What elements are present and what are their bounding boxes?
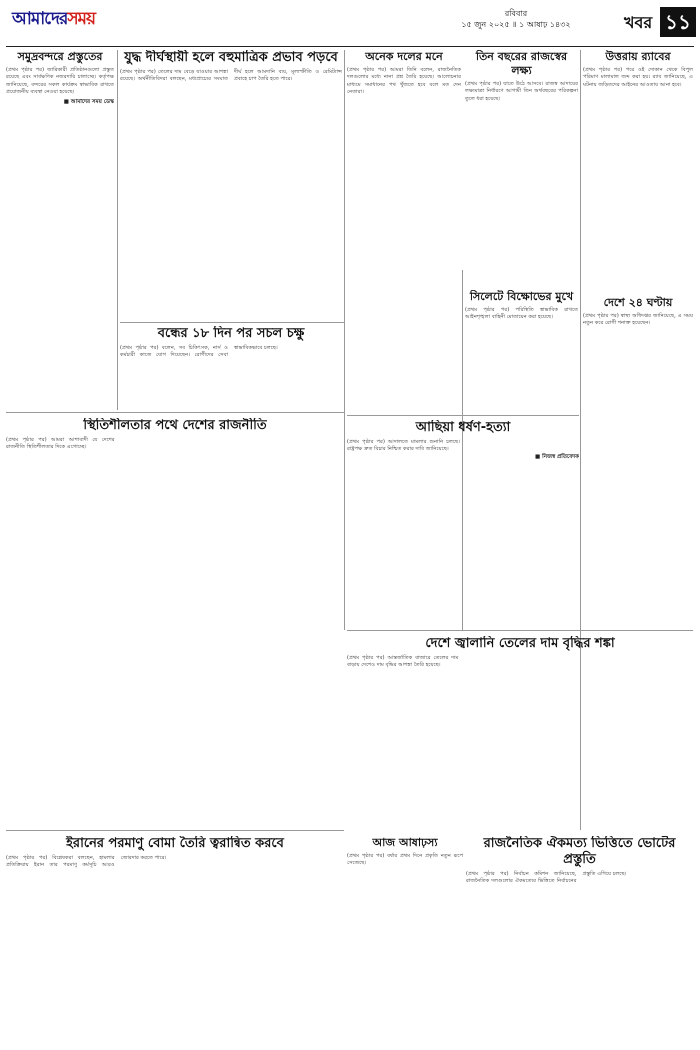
article-ashia-case [347,420,579,626]
headline: সিলেটে বিক্ষোভের মুখে [469,290,574,303]
horizontal-rule [347,415,579,416]
article-fuel-price [347,636,693,826]
article-body: (প্রথম পৃষ্ঠার পর) যাতে উঠে আসবে। রাজস্ব আদায়ের লক্ষ্যমাত্রা নির্ধারণে আগামী তিন অর্থবছরের পরিকল্পনা তুলে ধরা হয়েছে। [465,81,578,102]
headline: ইরানের পরমাণু বোমা তৈরি ত্বরান্বিত করবে [66,836,284,851]
dateline [416,8,616,30]
headline: আজ আষাঢ়স্য [372,836,438,849]
article-body: (প্রথম পৃষ্ঠার পর) স্বাস্থ্য অধিদপ্তর জানিয়েছে, এ সময় নতুন করে রোগী শনাক্ত হয়েছেন। [583,313,693,327]
article-body: (প্রথম পৃষ্ঠার পর) পরিস্থিতি স্বাভাবিক রাখতে আইনশৃঙ্খলা বাহিনী মোতায়েন করা হয়েছে। [465,307,578,321]
article-body: (প্রথম পৃষ্ঠার পর) জারিকারী প্রতিষ্ঠানগুলো প্রস্তুত রয়েছে এবং সার্বক্ষণিক নজরদারি চালাচ্ছে। কর্তৃপক্ষ জানিয়েছে, বন্দরের সকল কার্যক্রম স্বাভাবিক রাখতে প্রয়োজনীয় ব্যবস্থা নেওয়া হয়েছে। [6,67,114,96]
date: ১৫ জুন ২০২৫ ॥ ১ আষাঢ় ১৪৩২ [461,20,571,29]
headline: বন্ধের ১৮ দিন পর সচল চক্ষু [157,326,305,341]
article-revenue-target [465,50,578,280]
headline: যুদ্ধ দীর্ঘস্থায়ী হলে বহুমাত্রিক প্রভাব পড়বে [124,50,338,65]
article-rab-uttara [583,50,693,290]
horizontal-rule [6,412,344,413]
article-sylhet-protest [465,290,578,412]
headline: তিন বছরের রাজস্বের লক্ষ্য [475,50,568,77]
column-rule [117,50,118,410]
article-body: (প্রথম পৃষ্ঠার পর) বর্ষার প্রথম দিনে প্রকৃতি নতুন রূপে সেজেছে। [347,853,463,867]
article-eye-hospital [120,326,342,410]
article-ashar [347,836,463,1044]
headline: দেশে ২৪ ঘণ্টায় [603,296,673,309]
article-party-minds [347,50,461,270]
article-24-hours [583,296,693,616]
article-body: (প্রথম পৃষ্ঠার পর) আমরা তিনি বলেন, রাজনৈতিক দলগুলোর মধ্যে নানা প্রশ্ন তৈরি হয়েছে। আলোচনার মাধ্যমে সমাধানের পথ খুঁজতে হবে বলে মত দেন নেতারা। [347,67,461,96]
horizontal-rule [6,830,344,831]
headline: আছিয়া ধর্ষণ-হত্যা [415,420,511,435]
article-political-stability [6,418,344,826]
page-number: ১১ [660,7,696,37]
article-body: (প্রথম পৃষ্ঠার পর) পরে ওই দোকান থেকে বিপুল পরিমাণ মালামাল জব্দ করা হয়। র‌্যাব জানিয়েছে, এ ঘটনায় জড়িতদের আইনের আওতায় আনা হবে। [583,67,693,88]
newspaper-logo: আমাদেরসময় [12,9,95,29]
byline: ■ আমাদের সময় ডেস্ক [63,98,114,105]
headline: রাজনৈতিক ঐকমত্য ভিত্তিতে ভোটের প্রস্তুতি [483,836,676,867]
byline: ■ নিজস্ব প্রতিবেদক [535,453,579,460]
article-body: (প্রথম পৃষ্ঠার পর) নির্বাচন কমিশন জানিয়েছে, রাজনৈতিক দলগুলোর ঐকমত্যের ভিত্তিতে নির্বাচনের প্রস্তুতি এগিয়ে চলছে। [466,871,627,885]
headline: সমুদ্রবন্দরে প্রস্তুতের [17,50,103,63]
headline: উত্তরায় র‌্যাবের [605,50,671,63]
article-body: (প্রথম পৃষ্ঠার পর) তেলের দাম বেড়ে যাওয়ার আশঙ্কা রয়েছে। অর্থনীতিবিদরা বলছেন, মধ্যপ্রাচ্যের সংঘাত দীর্ঘ হলে আমদানি ব্যয়, মূল্যস্ফীতি ও রেমিট্যান্স প্রবাহে চাপ তৈরি হতে পারে। [120,69,342,83]
section-name: খবর [624,13,653,32]
article-body: (প্রথম পৃষ্ঠার পর) বলেন, সব চিকিৎসক, নার্স ও কর্মচারী কাজে যোগ দিয়েছেন। রোগীদের সেবা স্বাভাবিকভাবে চলছে। [120,345,278,359]
headline: স্থিতিশীলতার পথে দেশের রাজনীতি [83,418,267,433]
headline: দেশে জ্বালানি তেলের দাম বৃদ্ধির শঙ্কা [425,636,615,651]
horizontal-rule [120,322,344,323]
weekday: রবিবার [504,9,528,18]
article-seaport [6,50,114,408]
headline: অনেক দলের মনে [365,50,443,63]
article-war-impact [120,50,342,318]
masthead [6,4,694,47]
article-body: (প্রথম পৃষ্ঠার পর) আদালতে মামলার শুনানি চলছে। রাষ্ট্রপক্ষ দ্রুত বিচার নিশ্চিত করার দাবি জানিয়েছে। [347,439,460,453]
article-iran-nuclear [6,836,344,1044]
article-body: (প্রথম পৃষ্ঠার পর) বিশ্লেষকরা বলছেন, হামলার প্রতিক্রিয়ায় ইরান তার পরমাণু কর্মসূচি আরও জোরদার করতে পারে। [6,855,167,869]
article-body: (প্রথম পৃষ্ঠার পর) আন্তর্জাতিক বাজারে তেলের দাম বাড়ায় দেশেও দাম বৃদ্ধির আশঙ্কা তৈরি হয়েছে। [347,655,459,669]
horizontal-rule [347,630,693,631]
article-body: (প্রথম পৃষ্ঠার পর) আমরা আশাবাদী যে দেশের রাজনীতি স্থিতিশীলতার দিকে এগোচ্ছে। [6,437,115,451]
column-rule [344,50,345,630]
article-election-prep [466,836,693,1044]
